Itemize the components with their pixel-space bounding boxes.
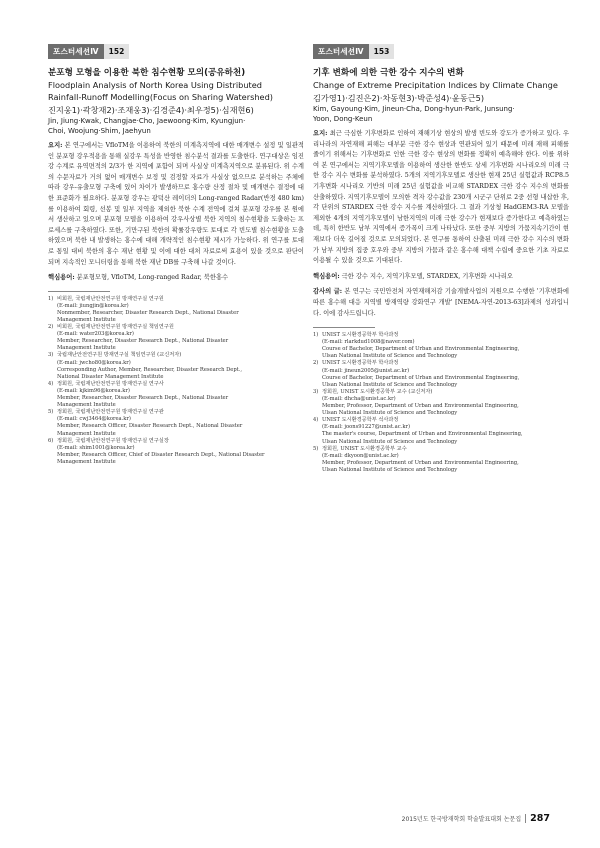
keywords-text: 분포형모형, VfloTM, Long-ranged Radar, 북한홍수 bbox=[74, 274, 229, 282]
footnote-number: 2) bbox=[48, 324, 54, 331]
footnote-body bbox=[322, 417, 569, 445]
footnote-body bbox=[57, 409, 304, 437]
footnote-line: Management Institute bbox=[57, 402, 116, 409]
footnote-line: (E-mail: shim1001@korea.kr) bbox=[57, 444, 135, 451]
page-number: 287 bbox=[530, 813, 550, 824]
article-title-ko: 분포형 모형을 이용한 북한 침수현황 모의(공유하천) bbox=[48, 68, 246, 78]
footnote-line: Ulsan National Institute of Science and Technology bbox=[322, 410, 458, 417]
authors-en bbox=[48, 116, 304, 136]
footnote-line: Member, Researcher, Disaster Research Dept., National Disaster bbox=[57, 395, 229, 402]
footnote-number: 4) bbox=[313, 417, 319, 424]
footnote-number: 5) bbox=[313, 445, 319, 452]
footnote bbox=[48, 381, 304, 409]
keywords-label: 핵심용어: bbox=[313, 272, 340, 280]
footnote-line: (E-mail: rlarkdud1008@naver.com) bbox=[322, 339, 415, 346]
right-article bbox=[313, 44, 569, 474]
authors-en-line: Jin, Jiung·Kwak, Changjae·Cho, Jaewoong·Kim, Kyungjun· bbox=[48, 117, 246, 125]
ack-label: 감사의 글: bbox=[313, 288, 343, 296]
article-title-ko: 기후 변화에 의한 극한 강수 지수의 변화 bbox=[313, 68, 464, 78]
footnote-line: (E-mail: jiungjin@korea.kr) bbox=[57, 302, 129, 309]
footnote-line: (E-mail: water203@korea.kr) bbox=[57, 331, 134, 338]
footnote-line: Course of Bachelor, Department of Urban and Environmental Engineering, bbox=[322, 346, 520, 353]
footnote-line: Course of Bachelor, Department of Urban and Environmental Engineering, bbox=[322, 374, 520, 381]
abstract-text: 최근 극심한 기후변화로 인하여 재해기상 현상의 발생 빈도와 강도가 증가하고 있다. 우리나라의 자연재해 피해는 대부분 극한 강수 현상과 연관되어 있기 때문에 미래 재해 피해를 줄이기 위해서는 기후변화로 인한 극한 강수 현상의 변화를 정확히 예측해야 한다. 이를 위하여 본 연구에서는 지역기후모델을 이용하여 생산한 한반도 상세 기후변화 시나리오의 미래 극한 강수 지수 변화를 분석하였다. 5개의 지역기후모델로 생산한 현재 25년 실험값과 RCP8.5 기후변화 시나리오 기반의 미래 25년 실험값을 비교해 STARDEX 극한 강수 지수의 변화를 산출하였다. 지역기후모델이 모의한 격자 강수값을 230개 시군구 단위로 2중 선형 내삽한 후, 각 단위의 STARDEX 극한 강수 지수를 계산하였다. 그 결과 기상청 HadGEM3-RA 모델을 제외한 4개의 지역기후모델이 남한지역의 미래 극한 강수가 현재보다 증가한다고 예측하였는데, 특히 한반도 남부 지역에서 증가폭이 크게 나타났다. 또한 중부 지방의 가뭄지속기간이 현재보다 더욱 길어질 것으로 모의되었다. 본 연구를 통하여 산출된 미래 극한 강수 지수의 변화가 남부 지방의 집중 호우와 중부 지방의 가뭄과 같은 홍수해 대책 수립에 중요한 기초 자료로 이용될 수 있을 것으로 기대된다. bbox=[313, 130, 569, 265]
session-header bbox=[313, 44, 569, 59]
session-label: 포스터세션Ⅳ bbox=[48, 44, 104, 59]
footnote-line: Member, Research Officer, Chief of Disaster Research Dept., National Disaster bbox=[57, 451, 265, 458]
footnote-line: 비회원, 국립재난안전연구원 방재연구실 연구원 bbox=[57, 295, 164, 302]
footnote-line: Management Institute bbox=[57, 458, 116, 465]
authors-en-line: Kim, Gayoung·Kim, Jineun·Cha, Dong-hyun·Park, Junsung· bbox=[313, 105, 515, 113]
abstract bbox=[48, 141, 304, 268]
footnote-line: Ulsan National Institute of Science and Technology bbox=[322, 353, 458, 360]
authors-en-line: Choi, Woojung·Shim, Jaehyun bbox=[48, 127, 151, 135]
footnote-line: National Disaster Management Institute bbox=[57, 373, 164, 380]
footer-proceedings-title: 2015년도 한국방재학회 학술발표대회 논문집 bbox=[401, 816, 522, 823]
article-title-en bbox=[48, 79, 304, 103]
article-title-en bbox=[313, 79, 569, 91]
acknowledgement bbox=[313, 287, 569, 319]
footnote-line: 국립재난안전연구원 방재연구실 책임연구원 (교신저자) bbox=[57, 352, 182, 359]
footnote-number: 5) bbox=[48, 409, 54, 416]
footnote-line: (E-mail: cwj3464@korea.kr) bbox=[57, 416, 131, 423]
footnote-line: UNIST 도시환경공학부 석사과정 bbox=[322, 417, 399, 424]
footnote-line: The master's course, Department of Urban and Environmental Engineering, bbox=[322, 431, 523, 438]
footnote-line: (E-mail: jwcho80@korea.kr) bbox=[57, 359, 131, 366]
abstract bbox=[313, 129, 569, 267]
footnote-line: 정회원, 국립재난안전연구원 방재연구실 연구사 bbox=[57, 380, 164, 387]
footnote-body bbox=[57, 296, 304, 324]
footnote-line: Corresponding Author, Member, Researcher, Disaster Research Dept., bbox=[57, 366, 243, 373]
session-number: 152 bbox=[104, 44, 130, 59]
footnote bbox=[48, 409, 304, 437]
footnote bbox=[313, 332, 569, 360]
footnote-body bbox=[57, 381, 304, 409]
footnote-number: 1) bbox=[48, 295, 54, 302]
left-article bbox=[48, 44, 304, 466]
footnote bbox=[313, 446, 569, 474]
footnote-body bbox=[57, 438, 304, 466]
footnote-line: Management Institute bbox=[57, 430, 116, 437]
footnote-line: Member, Researcher, Disaster Research Dept., National Disaster bbox=[57, 338, 229, 345]
footnotes bbox=[48, 296, 304, 466]
footnote-line: (E-mail: kjkim96@korea.kr) bbox=[57, 387, 130, 394]
page-footer bbox=[402, 813, 550, 824]
title-en-line: Change of Extreme Precipitation Indices by Climate Change bbox=[313, 80, 558, 90]
footnote-line: UNIST 도시환경공학부 학사과정 bbox=[322, 360, 399, 367]
footnote bbox=[313, 360, 569, 388]
footnote-body bbox=[322, 389, 569, 417]
footnote-body bbox=[322, 332, 569, 360]
footnote-line: 정회원, 국립재난안전연구원 방재연구실 연구관 bbox=[57, 409, 164, 416]
footnote-body bbox=[322, 446, 569, 474]
abstract-text: 본 연구에서는 VfloTM을 이용하여 북한의 미계측지역에 대한 매개변수 설정 및 일관적인 분포형 강우적용을 통해 실강우 특성을 반영한 침수분석 결과를 도출한다. 연구대상은 임진강 수계로 유역면적의 2/3가 한 지역에 포함이 되며 사실상 미계측지역으로 분류된다. 위 수계의 수문자료가 거의 없어 매개변수 보정 및 검정할 자료가 사실상 없으므로 분석하는 주체에 따라 강우-유출모형 구축에 있어 차이가 발생하므로 홍수량 산정 절차 및 매개변수 결정에 대한 표준화가 필요하다. 분포형 강우는 광덕산 레이더의 Long-ranged Radar(반경 480 km)를 이용하여 회령, 선봉 및 일부 지역을 제외한 북한 수계 전역에 걸쳐 분포형 강우를 본 원에서 생산하고 있으며 분포형 모델을 이용하여 강우사상별 북한 지역의 침수현황을 도출하는 프로세스를 구축하였다. 또한, 기만구된 북한의 확률강우량도 토대로 각 빈도별 침수현황을 도출하였으며 북한 내 발생하는 홍수에 대해 개략적인 침수현황 제시가 가능하다. 위 연구를 토대로 통일 대비 북한의 홍수 재난 현황 및 이에 대한 대처 자료로써 효용이 있을 것으로 판단이 되며 지속적인 모니터링을 통해 북한 재난 DB를 구축해 나갈 것이다. bbox=[48, 142, 304, 266]
ack-text: 본 연구는 국민안전처 자연재해저감 기술개발사업의 지원으로 수행한 '기후변화에 따른 홍수해 대응 지역별 방재역량 강화연구 개발' [NEMA-자연-2013-63]과제의 성과입니다. 이에 감사드립니다. bbox=[313, 288, 569, 317]
footnote-line: Ulsan National Institute of Science and Technology bbox=[322, 381, 458, 388]
footnotes bbox=[313, 332, 569, 474]
footnote bbox=[313, 417, 569, 445]
keywords bbox=[48, 273, 304, 284]
footnote-line: (E-mail: dkyoon@unist.ac.kr) bbox=[322, 452, 399, 459]
footnote-number: 2) bbox=[313, 360, 319, 367]
footnote bbox=[48, 438, 304, 466]
footnote-line: Ulsan National Institute of Science and Technology bbox=[322, 466, 458, 473]
footnote bbox=[313, 389, 569, 417]
footnote bbox=[48, 296, 304, 324]
footnote-line: Member, Research Officer, Disaster Research Dept., National Disaster bbox=[57, 423, 243, 430]
footnote-line: Nonmember, Researcher, Disaster Research Dept., National Disaster bbox=[57, 309, 239, 316]
footnote-line: Management Institute bbox=[57, 345, 116, 352]
footnote-number: 4) bbox=[48, 380, 54, 387]
session-number: 153 bbox=[369, 44, 395, 59]
keywords-label: 핵심용어: bbox=[48, 274, 75, 282]
authors-en bbox=[313, 104, 569, 124]
footnote-line: 정회원, 국립재난안전연구원 방재연구실 연구실장 bbox=[57, 437, 169, 444]
footnote-divider bbox=[48, 291, 110, 292]
footnote-divider bbox=[313, 327, 375, 328]
footnote-body bbox=[322, 360, 569, 388]
footnote bbox=[48, 324, 304, 352]
footnote-line: (E-mail: dhcha@unist.ac.kr) bbox=[322, 395, 396, 402]
abstract-label: 요지: bbox=[48, 142, 63, 149]
footnote-line: 정회원, UNIST 도시환경공학부 교수 bbox=[322, 445, 407, 452]
session-header bbox=[48, 44, 304, 59]
authors-ko: 진지웅1)·곽창재2)·조재웅3)·김경준4)·최우정5)·심재현6) bbox=[48, 105, 254, 115]
authors-ko: 김가영1)·김진은2)·차동현3)·박준성4)·윤동근5) bbox=[313, 93, 485, 103]
keywords-text: 극한 강수 지수, 지역기후모델, STARDEX, 기후변화 시나리오 bbox=[339, 272, 513, 280]
footnote-line: 정회원, UNIST 도시환경공학부 교수 (교신저자) bbox=[322, 388, 433, 395]
footnote-line: Member, Professor, Department of Urban and Environmental Engineering, bbox=[322, 459, 519, 466]
authors-en-line: Yoon, Dong-Keun bbox=[313, 115, 373, 123]
footnote-line: 비회원, 국립재난안전연구원 방재연구실 책임연구원 bbox=[57, 324, 174, 331]
title-en-line: Floodplain Analysis of North Korea Using Distributed bbox=[48, 80, 262, 90]
footnote-body bbox=[57, 352, 304, 380]
footnote-line: Member, Professor, Department of Urban and Environmental Engineering, bbox=[322, 403, 519, 410]
footnote-number: 1) bbox=[313, 332, 319, 339]
footnote-number: 6) bbox=[48, 437, 54, 444]
footnote-line: (E-mail: jineun2005@unist.ac.kr) bbox=[322, 367, 410, 374]
footnote bbox=[48, 352, 304, 380]
session-label: 포스터세션Ⅳ bbox=[313, 44, 369, 59]
footnote-line: UNIST 도시환경공학부 학사과정 bbox=[322, 332, 399, 339]
footnote-line: (E-mail: joons91227@unist.ac.kr) bbox=[322, 424, 410, 431]
footer-separator bbox=[525, 814, 526, 823]
footnote-line: Ulsan National Institute of Science and Technology bbox=[322, 438, 458, 445]
footnote-body bbox=[57, 324, 304, 352]
abstract-label: 요지: bbox=[313, 130, 328, 137]
title-en-line: Rainfall-Runoff Modelling(Focus on Sharing Watershed) bbox=[48, 92, 273, 102]
footnote-number: 3) bbox=[48, 352, 54, 359]
footnote-line: Management Institute bbox=[57, 317, 116, 323]
footnote-number: 3) bbox=[313, 388, 319, 395]
keywords bbox=[313, 272, 569, 283]
